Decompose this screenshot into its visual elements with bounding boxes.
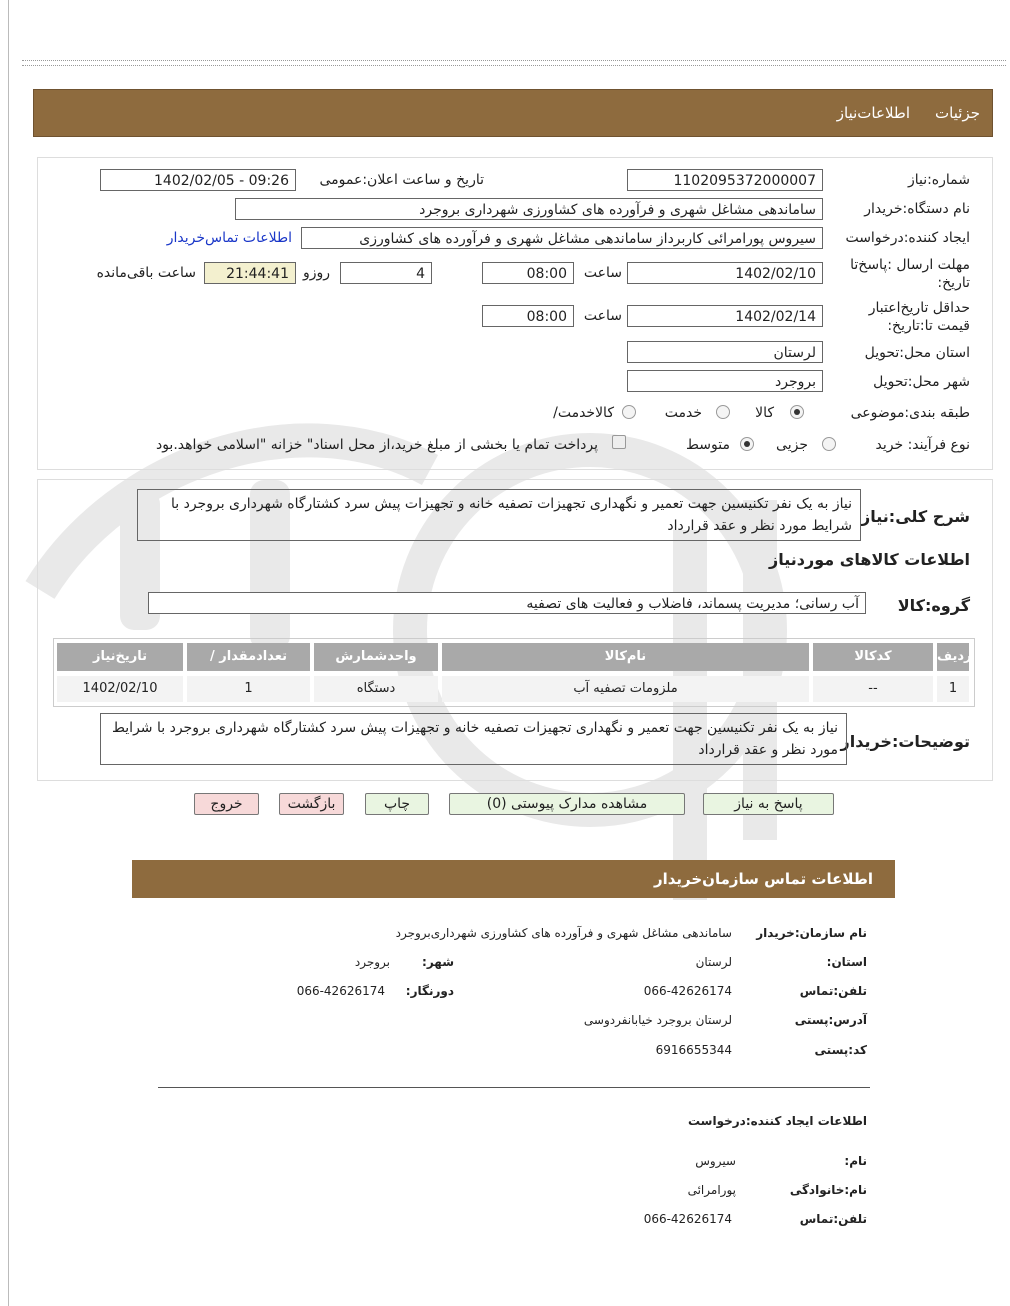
province-field: لرستان	[627, 341, 823, 363]
contact-phone-value: 066-42626174	[643, 984, 732, 998]
top-divider	[22, 60, 1006, 66]
table-cell-row-number: 1	[937, 676, 969, 702]
category-both-label: /کالاخدمت	[553, 405, 614, 421]
process-label: نوع فرآیند: خرید	[875, 437, 970, 453]
creator-field: سیروس پورامرائی کاربرداز ساماندهی مشاغل شهری و فرآورده های کشاورزی	[301, 227, 823, 249]
province-label: استان محل:تحویل	[864, 345, 970, 361]
buyer-label: نام دستگاه:خریدار	[864, 201, 970, 217]
table-cell-quantity: 1	[187, 676, 310, 702]
creator-family-label: نام:خانوادگی	[789, 1183, 867, 1197]
deadline-time-field: 08:00	[482, 262, 574, 284]
process-minor-radio[interactable]	[822, 437, 836, 451]
contact-phone-label: تلفن:تماس	[799, 984, 867, 998]
days-label: روزو	[302, 265, 330, 281]
remaining-label: ساعت باقی‌مانده	[96, 265, 196, 281]
process-minor-label: جزیی	[776, 437, 808, 453]
deadline-date-field: 1402/02/10	[627, 262, 823, 284]
reply-button[interactable]: پاسخ به نیاز	[703, 793, 834, 815]
buyer-contact-link[interactable]: اطلاعات تماس‌خریدار	[166, 230, 292, 246]
category-label: طبقه بندی:موضوعی	[850, 405, 970, 421]
need-number-label: شماره:نیاز	[907, 172, 970, 188]
table-header-unit: واحدشمارش	[314, 643, 438, 671]
deadline-label-2: :تاریخ	[937, 275, 970, 291]
contact-address-value: لرستان بروجرد خیابانفردوسی	[583, 1013, 732, 1027]
deadline-label: مهلت ارسال :پاسخ‌تا	[850, 257, 970, 273]
need-number-field: 1102095372000007	[627, 169, 823, 191]
table-header-code: کدکالا	[813, 643, 933, 671]
table-cell-code: --	[813, 676, 933, 702]
contact-postal-label: کد:پستی	[814, 1043, 867, 1057]
announce-date-field: 1402/02/05 - 09:26	[100, 169, 296, 191]
buyer-field: ساماندهی مشاغل شهری و فرآورده های کشاورزی شهرداری بروجرد	[235, 198, 823, 220]
header-bar	[33, 89, 993, 137]
goods-info-title: اطلاعات کالاهای موردنیاز	[769, 550, 970, 569]
exit-button[interactable]: خروج	[194, 793, 259, 815]
category-service-label: خدمت	[664, 405, 702, 421]
process-medium-label: متوسط	[686, 437, 730, 453]
attachments-button[interactable]: مشاهده مدارک پیوستی (0)	[449, 793, 685, 815]
contact-province-label: :استان	[826, 955, 867, 969]
creator-phone-value: 066-42626174	[643, 1212, 732, 1226]
goods-group-field: آب رسانی؛ مدیریت پسماند، فاضلاب و فعالیت های تصفیه	[148, 592, 866, 614]
remaining-time-field: 21:44:41	[204, 262, 296, 284]
validity-time-field: 08:00	[482, 305, 574, 327]
contact-title: اطلاعات تماس سازمان‌خریدار	[653, 870, 873, 888]
table-cell-unit: دستگاه	[314, 676, 438, 702]
goods-group-label: گروه:کالا	[897, 596, 970, 615]
contact-city-label: :شهر	[422, 955, 454, 969]
table-cell-name: ملزومات تصفیه آب	[442, 676, 809, 702]
contact-divider	[158, 1087, 870, 1088]
table-cell-date: 1402/02/10	[57, 676, 183, 702]
creator-name-value: سیروس	[695, 1154, 736, 1168]
buyer-notes-label: توضیحات:خریدار	[840, 732, 970, 751]
contact-fax-value: 066-42626174	[296, 984, 385, 998]
contact-province-value: لرستان	[695, 955, 732, 969]
validity-date-field: 1402/02/14	[627, 305, 823, 327]
category-both-radio[interactable]	[622, 405, 636, 419]
city-field: بروجرد	[627, 370, 823, 392]
validity-time-label: ساعت	[583, 308, 622, 324]
creator-name-label: :نام	[844, 1154, 867, 1168]
contact-fax-label: :دورنگار	[405, 984, 454, 998]
table-header-name: نام‌کالا	[442, 643, 809, 671]
city-label: شهر محل:تحویل	[873, 374, 970, 390]
contact-header-bar	[132, 860, 895, 898]
contact-address-label: آدرس:پستی	[794, 1013, 867, 1027]
validity-label: حداقل تاریخ‌اعتبار	[868, 300, 970, 316]
table-header-row-number: ردیف	[937, 643, 969, 671]
creator-label: ایجاد کننده:درخواست	[845, 230, 970, 246]
table-header-date: تاریخ‌نیاز	[57, 643, 183, 671]
payment-note: پرداخت تمام یا بخشی از مبلغ خرید،از محل اسناد" خزانه "اسلامی خواهد.بود	[155, 437, 598, 453]
print-button[interactable]: چاپ	[365, 793, 429, 815]
contact-org-label: نام سازمان:خریدار	[756, 926, 867, 940]
creator-family-value: پورامرائی	[687, 1183, 736, 1197]
summary-text: نیاز به یک نفر تکنیسین جهت تعمیر و نگهداری تجهیزات تصفیه خانه و تجهیزات پیش سرد کشتارگاه شهرداری بروجرد با شرایط مورد نظر و عقد قرارداد	[137, 489, 861, 541]
creator-phone-label: تلفن:تماس	[799, 1212, 867, 1226]
process-medium-radio[interactable]	[740, 437, 754, 451]
contact-city-value: بروجرد	[354, 955, 390, 969]
summary-label: شرح کلی:نیاز	[861, 507, 970, 526]
back-button[interactable]: بازگشت	[279, 793, 344, 815]
tab-details[interactable]: جزئیات	[935, 104, 980, 122]
days-field: 4	[340, 262, 432, 284]
contact-org-value: ساماندهی مشاغل شهری و فرآورده های کشاورزی شهرداری‌بروجرد	[395, 926, 732, 940]
buyer-notes-text: نیاز به یک نفر تکنیسین جهت تعمیر و نگهداری تجهیزات تصفیه خانه و تجهیزات پیش سرد کشتارگاه شهرداری بروجرد با شرایط مورد نظر و عقد قرارداد	[100, 713, 847, 765]
creator-info-title: اطلاعات ایجاد کننده:درخواست	[687, 1114, 867, 1128]
tab-need-info[interactable]: اطلاعات‌نیاز	[836, 104, 910, 122]
contact-postal-value: 6916655344	[655, 1043, 732, 1057]
table-header-quantity: / تعدادمقدار	[187, 643, 310, 671]
category-goods-radio[interactable]	[790, 405, 804, 419]
category-service-radio[interactable]	[716, 405, 730, 419]
validity-label-2: :قیمت تا:تاریخ	[887, 318, 970, 334]
payment-checkbox[interactable]	[612, 435, 626, 449]
category-goods-label: کالا	[755, 405, 774, 421]
announce-label: تاریخ و ساعت اعلان:عمومی	[319, 172, 484, 188]
deadline-time-label: ساعت	[583, 265, 622, 281]
